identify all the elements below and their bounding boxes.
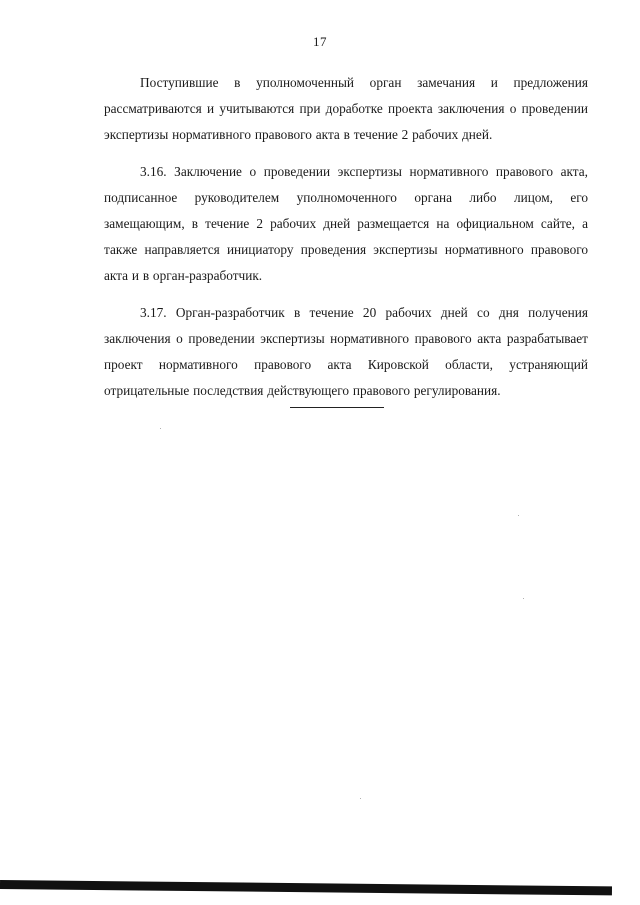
scan-speck <box>360 798 361 799</box>
page-number: 17 <box>313 34 327 49</box>
scan-speck <box>160 428 161 429</box>
body-text <box>104 70 588 415</box>
paragraph-feedback-review: Поступившие в уполномоченный орган замечания и предложения рассматриваются и учитываются при доработке проекта заключения о проведении экспертизы нормативного правового акта в течение 2 рабочих дней. <box>104 75 588 142</box>
scan-speck <box>523 598 524 599</box>
end-divider-line <box>290 407 384 408</box>
scan-edge-bar <box>0 880 612 895</box>
scan-speck <box>518 515 519 516</box>
paragraph-3-17: 3.17. Орган-разработчик в течение 20 рабочих дней со дня получения заключения о проведении экспертизы нормативного правового акта разрабатывает проект нормативного правового акта Кировской области, устраняющий отрицательные последствия действующего правового регулирования. <box>104 305 588 398</box>
paragraph-3-16: 3.16. Заключение о проведении экспертизы нормативного правового акта, подписанное руководителем уполномоченного органа либо лицом, его замещающим, в течение 2 рабочих дней размещается на официальном сайте, а также направляется инициатору проведения экспертизы нормативного правового акта и в орган-разработчик. <box>104 164 588 283</box>
